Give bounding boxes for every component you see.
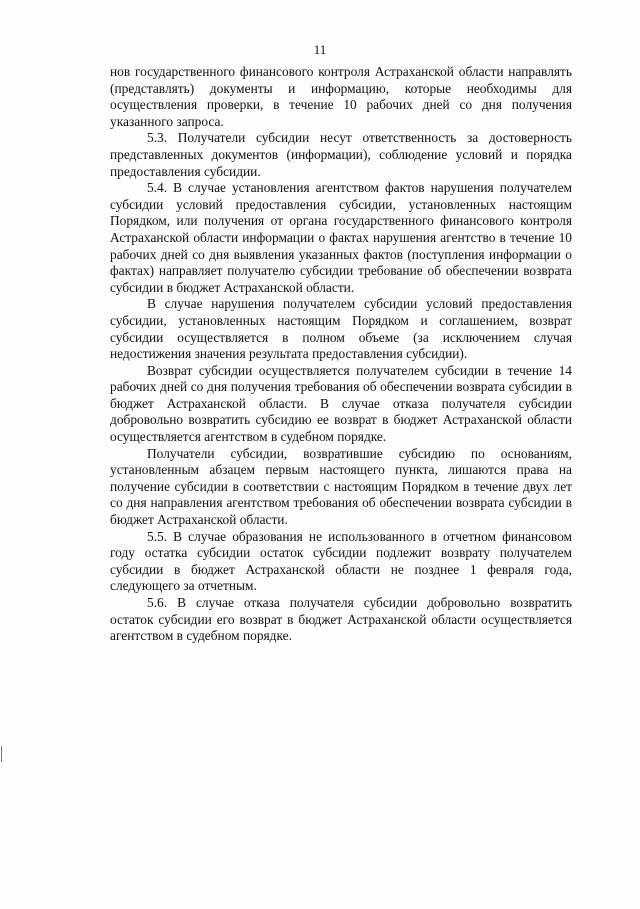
page-number: 11 [313,42,327,57]
paragraph-5-5: 5.5. В случае образования не использованного в отчетном финансовом году остатка субсидии остаток субсидии подлежит возврату получателем субсидии в бюджет Астраханской области не позднее 1 февраля года, следующего за отчетным. [110,528,572,594]
scan-margin-mark [1,746,2,762]
paragraph-5-4-violation: В случае нарушения получателем субсидии условий предоставления субсидии, установленных настоящим Порядком и соглашением, возврат субсидии осуществляется в полном объеме (за исключением случая недостижения значения результата предоставления субсидии). [110,296,572,362]
paragraph-5-3: 5.3. Получатели субсидии несут ответственность за достоверность представленных документов (информации), соблюдение условий и порядка предоставления субсидии. [110,130,572,179]
paragraph-5-4-return: Возврат субсидии осуществляется получателем субсидии в течение 14 рабочих дней со дня получения требования об обеспечении возврата субсидии в бюджет Астраханской области. В случае отказа получателя субсидии добровольно возвратить субсидию ее возврат в бюджет Астраханской области осуществляется агентством в судебном порядке. [110,362,572,445]
paragraph-5-4-deprivation: Получатели субсидии, возвратившие субсидию по основаниям, установленным абзацем первым настоящего пункта, лишаются права на получение субсидии в соответствии с настоящим Порядком в течение двух лет со дня направления агентством требования об обеспечении возврата субсидии в бюджет Астраханской области. [110,445,572,528]
document-body [110,64,572,645]
paragraph-continuation: нов государственного финансового контроля Астраханской области направлять (представлять) документы и информацию, которые необходимы для осуществления проверки, в течение 10 рабочих дней со дня получения указанного запроса. [110,64,572,129]
paragraph-5-4: 5.4. В случае установления агентством фактов нарушения получателем субсидии условий предоставления субсидии, установленных настоящим Порядком, или получения от органа государственного финансового контроля Астраханской области информации о фактах нарушения агентство в течение 10 рабочих дней со дня выявления указанных фактов (поступления информации о фактах) направляет получателю субсидии требование об обеспечении возврата субсидии в бюджет Астраханской области. [110,180,572,295]
paragraph-5-6: 5.6. В случае отказа получателя субсидии добровольно возвратить остаток субсидии его возврат в бюджет Астраханской области осуществляется агентством в судебном порядке. [110,595,572,644]
